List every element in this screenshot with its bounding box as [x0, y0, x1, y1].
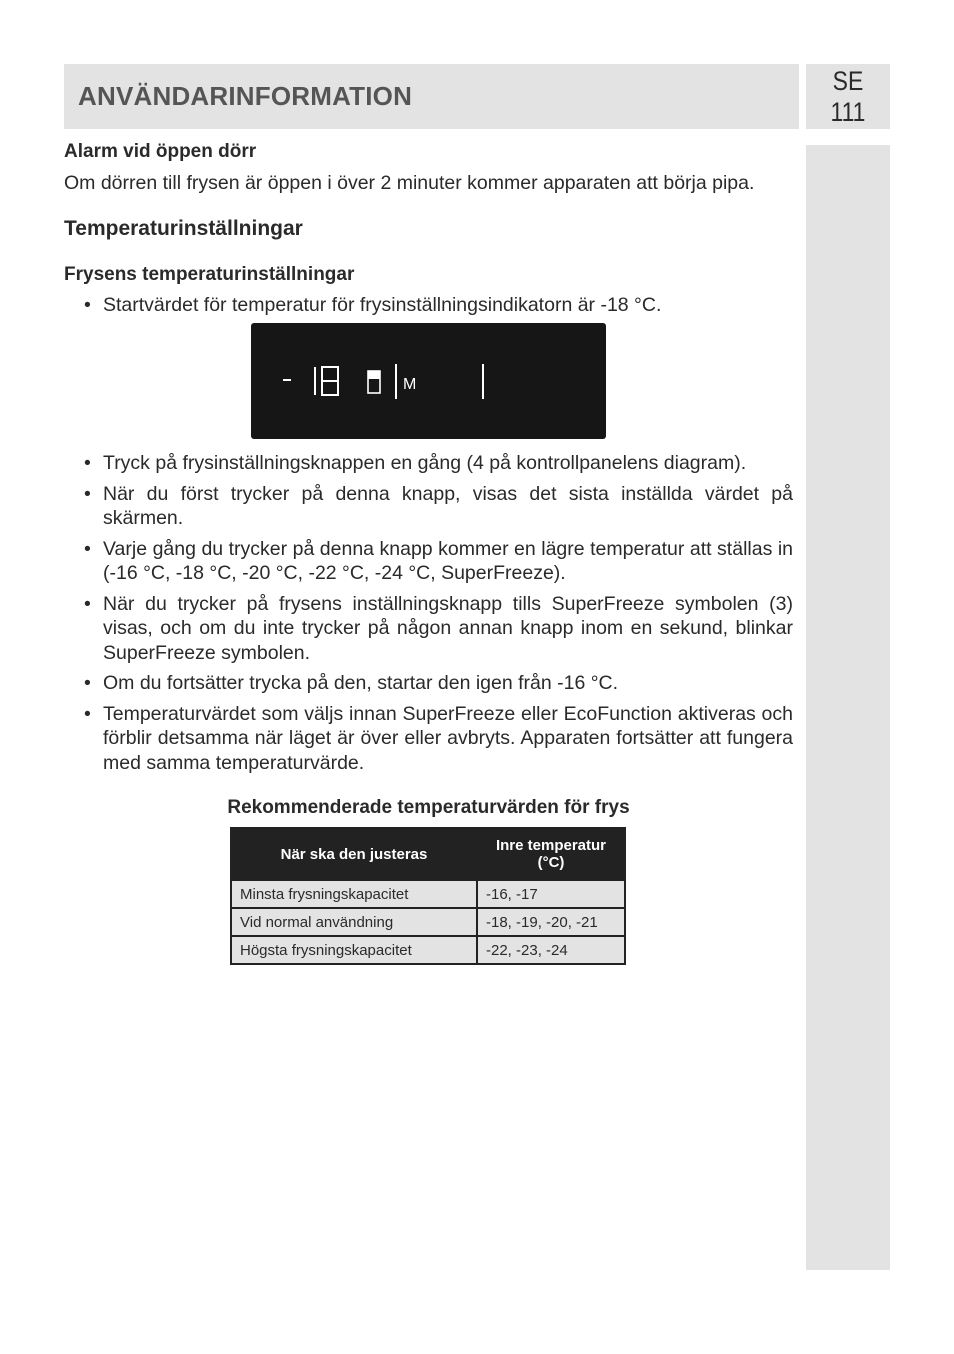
bullet-text: Om du fortsätter trycka på den, startar den igen från -16 °C.: [103, 672, 619, 694]
table-cell: Högsta frysningskapacitet: [231, 936, 477, 964]
freezer-icon: [368, 371, 380, 393]
header-bar: [64, 64, 799, 129]
bullet-text: När du trycker på frysens inställningsknapp tills SuperFreeze symbolen (3) visas, och om du inte trycker på någon annan knapp inom en sekund, blinkar SuperFreeze symbolen.: [103, 592, 793, 664]
page-marker: [806, 64, 890, 129]
page-number: 111: [830, 97, 866, 127]
table-cell: Vid normal användning: [231, 908, 477, 936]
mode-letter: M: [403, 376, 417, 393]
column-header: Inre temperatur (°C): [477, 828, 625, 880]
list-item: • Startvärdet för temperatur för frysinställningsindikatorn är -18 °C.: [84, 294, 662, 316]
temperature-readout: [283, 367, 338, 395]
alarm-heading: Alarm vid öppen dörr: [64, 141, 257, 162]
freezer-settings-heading: Frysens temperaturinställningar: [64, 264, 355, 285]
alarm-text: Om dörren till frysen är öppen i över 2 minuter kommer apparaten att börja pipa.: [64, 172, 755, 194]
table-cell: Minsta frysningskapacitet: [231, 880, 477, 908]
column-header: När ska den justeras: [231, 828, 477, 880]
display-graphic: [251, 323, 606, 439]
table-cell: -22, -23, -24: [477, 936, 625, 964]
bullet-text: När du först trycker på denna knapp, visas det sista inställda värdet på skärmen.: [103, 482, 793, 529]
bullet-list: [64, 451, 793, 781]
list-item: • Tryck på frysinställningsknappen en gång (4 på kontrollpanelens diagram).: [84, 452, 747, 474]
list-item: • Varje gång du trycker på denna knapp kommer en lägre temperatur att ställas in (-16 °C, -18 °C, -20 °C, -22 °C, -24 °C, SuperFreeze).: [84, 537, 793, 584]
bullet-text: Tryck på frysinställningsknappen en gång (4 på kontrollpanelens diagram).: [103, 452, 747, 474]
control-panel-display: [251, 323, 606, 439]
list-item: • Om du fortsätter trycka på den, startar den igen från -16 °C.: [84, 672, 619, 694]
bullet-text: Temperaturvärdet som väljs innan SuperFreeze eller EcoFunction aktiveras och förblir detsamma när läget är över eller avbryts. Apparaten fortsätter att fungera med samma temperaturvärde.: [103, 702, 793, 774]
table-row: [231, 936, 625, 964]
bullet-text: Startvärdet för temperatur för frysinställningsindikatorn är -18 °C.: [103, 294, 662, 316]
table-row: [231, 908, 625, 936]
language-code: SE: [832, 66, 864, 96]
page-title: ANVÄNDARINFORMATION: [78, 81, 413, 111]
table-cell: -16, -17: [477, 880, 625, 908]
bullet-text: Varje gång du trycker på denna knapp kommer en lägre temperatur att ställas in (-16 °C, -18 °C, -20 °C, -22 °C, -24 °C, SuperFreeze).: [103, 537, 793, 584]
list-item: • När du först trycker på denna knapp, visas det sista inställda värdet på skärmen.: [84, 482, 793, 529]
list-item: • När du trycker på frysens inställningsknapp tills SuperFreeze symbolen (3) visas, och om du inte trycker på någon annan knapp inom en sekund, blinkar SuperFreeze symbolen.: [84, 592, 793, 664]
temperature-settings-heading: Temperaturinställningar: [64, 217, 303, 240]
list-item: • Temperaturvärdet som väljs innan SuperFreeze eller EcoFunction aktiveras och förblir detsamma när läget är över eller avbryts. Apparaten fortsätter att fungera med samma temperaturvärde.: [84, 702, 793, 774]
table-cell: -18, -19, -20, -21: [477, 908, 625, 936]
table-row: [231, 880, 625, 908]
side-bar: [806, 145, 890, 1270]
table-title: Rekommenderade temperaturvärden för frys: [227, 797, 630, 818]
bullet-list-first: [64, 293, 793, 324]
recommended-temperature-table: [230, 827, 626, 965]
table-header-row: [231, 828, 625, 880]
